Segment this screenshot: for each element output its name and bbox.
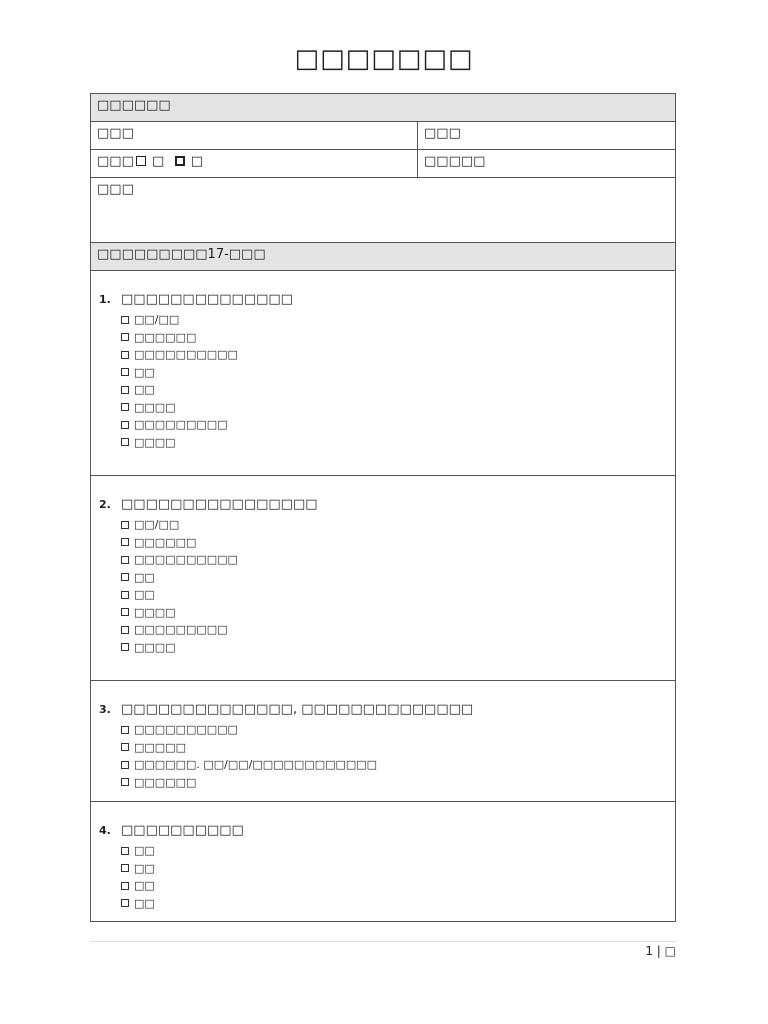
field-c-checkbox-1[interactable] (136, 156, 146, 166)
field-a-label: □□□ (97, 126, 134, 141)
option-label: □□/□□ (134, 313, 180, 326)
option-item[interactable] (121, 551, 669, 569)
option-label: □□□□□□□□□□ (134, 723, 238, 736)
option-item[interactable] (121, 399, 669, 417)
section-header-basic-info (91, 94, 675, 122)
field-c-option-1: □ (152, 154, 165, 169)
question-block-1 (91, 271, 675, 476)
question-number: 2. (99, 498, 111, 511)
option-item[interactable] (121, 774, 669, 792)
page-footer: 1 | □ (645, 944, 676, 958)
checkbox-icon[interactable] (121, 591, 129, 599)
option-item[interactable] (121, 516, 669, 534)
question-number: 4. (99, 824, 111, 837)
field-b-cell[interactable] (418, 122, 467, 149)
option-label: □□ (134, 861, 155, 875)
question-number: 3. (99, 703, 111, 716)
option-label: □□□□□□ (134, 330, 197, 344)
checkbox-icon[interactable] (121, 726, 129, 734)
option-label: □□□□□□ (134, 775, 197, 789)
field-c-label: □□□ (97, 154, 134, 169)
info-row-2 (91, 150, 675, 178)
option-label: □□ (134, 844, 155, 857)
checkbox-icon[interactable] (121, 421, 129, 429)
checkbox-icon[interactable] (121, 573, 129, 581)
checkbox-icon[interactable] (121, 521, 129, 529)
field-d-label: □□□□□ (424, 154, 486, 169)
checkbox-icon[interactable] (121, 864, 129, 872)
option-label: □□□□□□□□□ (134, 418, 228, 431)
option-item[interactable] (121, 604, 669, 622)
option-label: □□□□ (134, 605, 176, 619)
option-label: □□□□ (134, 400, 176, 414)
checkbox-icon[interactable] (121, 368, 129, 376)
question-text: □□□□□□□□□□□□□□□□ (121, 497, 318, 512)
section-header-label: □□□□□□ (97, 98, 171, 113)
option-item[interactable] (121, 416, 669, 434)
document-title: □□□□□□□ (294, 44, 474, 74)
field-d-cell[interactable] (418, 150, 491, 177)
option-item[interactable] (121, 721, 669, 739)
option-item[interactable] (121, 534, 669, 552)
field-e-cell[interactable] (91, 178, 675, 242)
section-header-label: □□□□□□□□□17-□□□ (97, 247, 266, 262)
option-item[interactable] (121, 877, 669, 895)
option-item[interactable] (121, 621, 669, 639)
option-label: □□□□□□□□□□ (134, 348, 238, 361)
field-c-option-2: □ (190, 154, 203, 169)
checkbox-icon[interactable] (121, 316, 129, 324)
checkbox-icon[interactable] (121, 608, 129, 616)
checkbox-icon[interactable] (121, 333, 129, 341)
footer-divider (90, 941, 676, 942)
question-text: □□□□□□□□□□□□□□, □□□□□□□□□□□□□□ (121, 702, 474, 717)
question-4 (91, 802, 675, 921)
option-label: □□ (134, 570, 155, 584)
question-block-2 (91, 476, 675, 681)
form-table (90, 93, 676, 922)
field-a-cell[interactable] (91, 122, 418, 149)
question-text: □□□□□□□□□□□□□□ (121, 292, 293, 307)
option-label: □□/□□ (134, 518, 180, 531)
option-label: □□□□□□. □□/□□/□□□□□□□□□□□□ (134, 758, 378, 771)
checkbox-icon[interactable] (121, 643, 129, 651)
field-e-label: □□□ (97, 182, 134, 197)
option-item[interactable] (121, 860, 669, 878)
option-item[interactable] (121, 756, 669, 774)
field-b-label: □□□ (424, 126, 461, 141)
option-item[interactable] (121, 842, 669, 860)
option-label: □□ (134, 879, 155, 892)
option-label: □□ (134, 896, 155, 910)
option-item[interactable] (121, 569, 669, 587)
option-item[interactable] (121, 311, 669, 329)
option-label: □□ (134, 588, 155, 601)
option-item[interactable] (121, 346, 669, 364)
field-c-cell (91, 150, 418, 177)
checkbox-icon[interactable] (121, 761, 129, 769)
checkbox-icon[interactable] (121, 778, 129, 786)
checkbox-icon[interactable] (121, 438, 129, 446)
question-block-4 (91, 802, 675, 921)
option-item[interactable] (121, 895, 669, 913)
option-item[interactable] (121, 434, 669, 452)
checkbox-icon[interactable] (121, 403, 129, 411)
field-c-checkbox-2[interactable] (175, 156, 185, 166)
checkbox-icon[interactable] (121, 538, 129, 546)
option-label: □□□□ (134, 435, 176, 449)
info-row-3 (91, 178, 675, 243)
question-1 (91, 271, 675, 475)
option-item[interactable] (121, 586, 669, 604)
checkbox-icon[interactable] (121, 899, 129, 907)
question-2 (91, 476, 675, 680)
option-label: □□□□ (134, 640, 176, 654)
checkbox-icon[interactable] (121, 626, 129, 634)
checkbox-icon[interactable] (121, 882, 129, 890)
question-number: 1. (99, 293, 111, 306)
option-label: □□□□□□□□□ (134, 623, 228, 636)
checkbox-icon[interactable] (121, 386, 129, 394)
checkbox-icon[interactable] (121, 847, 129, 855)
option-label: □□□□□ (134, 740, 186, 754)
option-label: □□□□□□ (134, 535, 197, 549)
option-item[interactable] (121, 329, 669, 347)
option-item[interactable] (121, 381, 669, 399)
info-row-1 (91, 122, 675, 150)
question-block-3 (91, 681, 675, 802)
option-label: □□ (134, 383, 155, 396)
option-item[interactable] (121, 639, 669, 657)
option-item[interactable] (121, 739, 669, 757)
checkbox-icon[interactable] (121, 351, 129, 359)
checkbox-icon[interactable] (121, 743, 129, 751)
question-3 (91, 681, 675, 801)
checkbox-icon[interactable] (121, 556, 129, 564)
question-text: □□□□□□□□□□ (121, 823, 244, 838)
section-header-survey (91, 243, 675, 271)
option-item[interactable] (121, 364, 669, 382)
option-label: □□ (134, 365, 155, 379)
option-label: □□□□□□□□□□ (134, 553, 238, 566)
